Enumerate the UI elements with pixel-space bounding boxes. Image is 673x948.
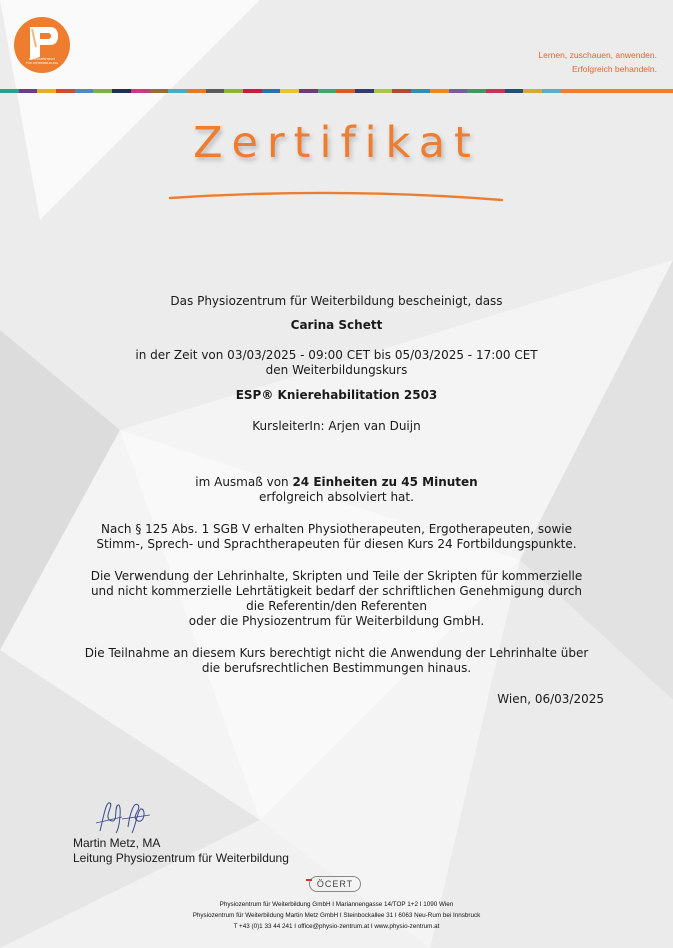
footer-line-3: T +43 (0)1 33 44 241 I office@physio-zentrum.at I www.physio-zentrum.at — [233, 923, 440, 930]
tagline — [538, 48, 657, 76]
stripe-segment — [617, 89, 636, 93]
title-underline-swoosh — [168, 185, 504, 205]
stripe-segment — [318, 89, 337, 93]
stripe-segment — [598, 89, 617, 93]
stripe-segment — [168, 89, 187, 93]
stripe-segment — [37, 89, 56, 93]
legal-usage-line-4: oder die Physiozentrum für Weiterbildung GmbH. — [188, 614, 485, 628]
instructor: KursleiterIn: Arjen van Duijn — [252, 419, 421, 433]
stripe-segment — [654, 89, 673, 93]
stripe-segment — [430, 89, 449, 93]
stripe-segment — [542, 89, 561, 93]
stripe-segment — [56, 89, 75, 93]
stripe-segment — [505, 89, 524, 93]
signer-name: Martin Metz, MA — [73, 836, 161, 850]
legal-usage-line-3: die Referentin/den Referenten — [246, 599, 427, 613]
tagline-line-2: Erfolgreich behandeln. — [571, 64, 657, 74]
footer-line-2: Physiozentrum für Weiterbildung Martin Metz GmbH I Steinbockallee 31 I 6063 Neu-Rum bei Innsbruck — [192, 912, 481, 919]
legal-scope-line-2: die berufsrechtlichen Bestimmungen hinaus. — [201, 661, 472, 675]
color-stripe — [0, 89, 673, 93]
signer-block — [73, 836, 289, 866]
stripe-segment — [411, 89, 430, 93]
course-period: in der Zeit von 03/03/2025 - 09:00 CET bis 05/03/2025 - 17:00 CET — [135, 348, 538, 362]
stripe-segment — [579, 89, 598, 93]
legal-scope-line-1: Die Teilnahme an diesem Kurs berechtigt nicht die Anwendung der Lehrinhalte über — [84, 646, 589, 660]
stripe-segment — [467, 89, 486, 93]
course-name: ESP® Knierehabilitation 2503 — [235, 388, 438, 402]
stripe-segment — [112, 89, 131, 93]
signer-role: Leitung Physiozentrum für Weiterbildung — [73, 851, 289, 865]
stripe-segment — [262, 89, 281, 93]
certificate-title: Zertifikat — [193, 118, 480, 168]
stripe-segment — [355, 89, 374, 93]
handwritten-signature — [92, 797, 152, 837]
footer — [0, 899, 673, 932]
stripe-segment — [374, 89, 393, 93]
intro-text: Das Physiozentrum für Weiterbildung bescheinigt, dass — [170, 294, 503, 308]
stripe-segment — [299, 89, 318, 93]
stripe-segment — [336, 89, 355, 93]
scope-prefix: im Ausmaß von — [195, 475, 293, 489]
stripe-segment — [75, 89, 94, 93]
stripe-segment — [523, 89, 542, 93]
stripe-segment — [486, 89, 505, 93]
stripe-segment — [187, 89, 206, 93]
stripe-segment — [131, 89, 150, 93]
completed-text: erfolgreich absolviert hat. — [259, 490, 414, 504]
stripe-segment — [561, 89, 580, 93]
oecert-text: ÖCERT — [316, 879, 354, 889]
stripe-segment — [635, 89, 654, 93]
stripe-segment — [449, 89, 468, 93]
oecert-seal — [309, 876, 361, 892]
stripe-segment — [206, 89, 225, 93]
logo-badge — [14, 17, 70, 73]
stripe-segment — [0, 89, 19, 93]
stripe-segment — [93, 89, 112, 93]
legal-usage-line-1: Die Verwendung der Lehrinhalte, Skripten und Teile der Skripten für kommerzielle — [90, 569, 583, 583]
logo-text: PHYSIOZENTRUM FÜR WEITERBILDUNG — [25, 57, 59, 65]
legal-sgb-line-2: Stimm-, Sprech- und Sprachtherapeuten für diesen Kurs 24 Fortbildungspunkte. — [96, 537, 577, 551]
tagline-line-1: Lernen, zuschauen, anwenden. — [538, 50, 657, 60]
oecert-mark-icon — [306, 879, 312, 881]
stripe-segment — [392, 89, 411, 93]
stripe-segment — [280, 89, 299, 93]
stripe-segment — [19, 89, 38, 93]
legal-sgb-line-1: Nach § 125 Abs. 1 SGB V erhalten Physiotherapeuten, Ergotherapeuten, sowie — [100, 522, 572, 536]
stripe-segment — [224, 89, 243, 93]
legal-usage-line-2: und nicht kommerzielle Lehrtätigkeit bedarf der schriftlichen Genehmigung durch — [90, 584, 583, 598]
scope-units: 24 Einheiten zu 45 Minuten — [292, 475, 478, 489]
course-intro: den Weiterbildungskurs — [265, 363, 408, 377]
place-and-date: Wien, 06/03/2025 — [497, 692, 604, 706]
stripe-segment — [243, 89, 262, 93]
stripe-segment — [150, 89, 169, 93]
footer-line-1: Physiozentrum für Weiterbildung GmbH I Mariannengasse 14/TOP 1+2 I 1090 Wien — [219, 901, 454, 908]
course-scope — [0, 475, 673, 490]
participant-name: Carina Schett — [290, 318, 383, 332]
